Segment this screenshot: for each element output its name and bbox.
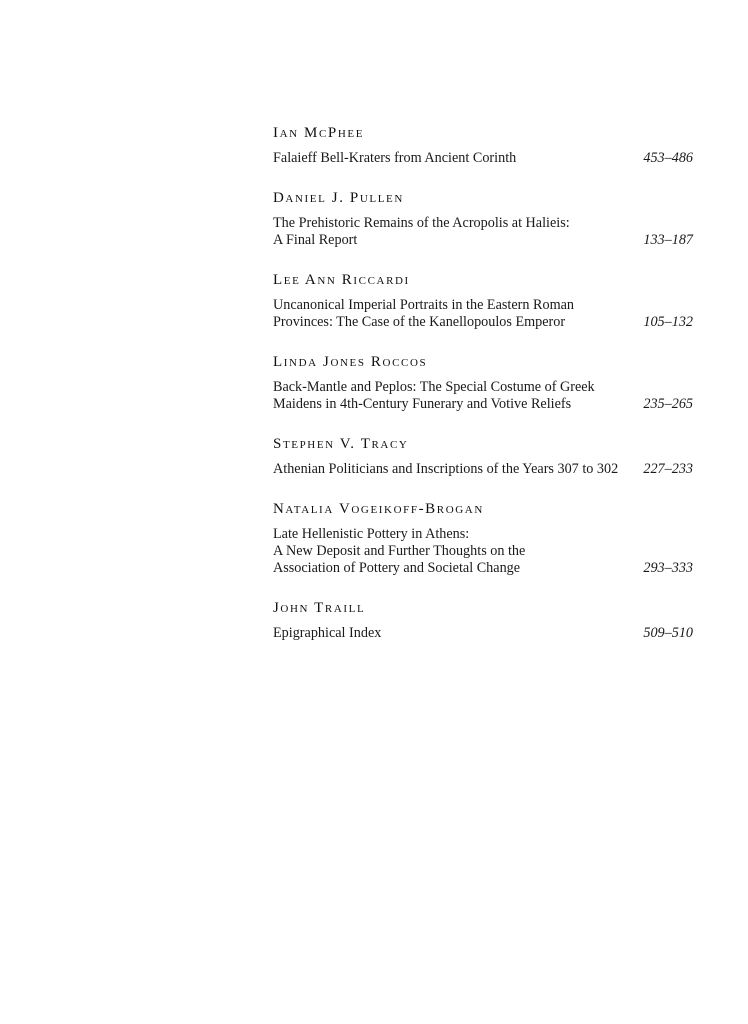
article-title-line: Maidens in 4th-Century Funerary and Votive Reliefs	[273, 396, 572, 412]
article-title	[273, 461, 633, 478]
contents-entry-pullen	[273, 189, 693, 249]
article-title-line: Provinces: The Case of the Kanellopoulos Emperor	[273, 314, 566, 330]
article-title	[273, 215, 633, 249]
article-title-line: A Final Report	[273, 232, 358, 248]
article-row	[273, 526, 693, 577]
page-range: 133–187	[643, 232, 693, 248]
article-title	[273, 625, 633, 642]
article-title-line: Epigraphical Index	[273, 625, 382, 641]
article-row	[273, 215, 693, 249]
contents-entry-roccos	[273, 353, 693, 413]
author-name: Linda Jones Roccos	[273, 354, 428, 370]
author-name: John Traill	[273, 600, 366, 616]
article-row	[273, 297, 693, 331]
article-title-line: The Prehistoric Remains of the Acropolis at Halieis:	[273, 215, 570, 231]
article-title-line: Uncanonical Imperial Portraits in the Eastern Roman	[273, 297, 574, 313]
page-range: 293–333	[643, 560, 693, 576]
page-range: 509–510	[643, 625, 693, 641]
page-range: 235–265	[643, 396, 693, 412]
article-title-line: Late Hellenistic Pottery in Athens:	[273, 526, 470, 542]
author-name: Daniel J. Pullen	[273, 190, 404, 206]
author-name: Natalia Vogeikoff-Brogan	[273, 501, 484, 517]
article-title	[273, 526, 633, 577]
article-row	[273, 461, 693, 478]
article-title-line: Association of Pottery and Societal Change	[273, 560, 521, 576]
contents-list	[273, 124, 693, 664]
author-name: Stephen V. Tracy	[273, 436, 409, 452]
article-title-line: A New Deposit and Further Thoughts on the	[273, 543, 526, 559]
contents-entry-traill	[273, 599, 693, 642]
contents-entry-tracy	[273, 435, 693, 478]
page-range: 227–233	[643, 461, 693, 477]
article-row	[273, 625, 693, 642]
article-title-line: Falaieff Bell-Kraters from Ancient Corinth	[273, 150, 517, 166]
article-title	[273, 379, 633, 413]
article-title	[273, 297, 633, 331]
author-name: Lee Ann Riccardi	[273, 272, 410, 288]
article-title-line: Back-Mantle and Peplos: The Special Costume of Greek	[273, 379, 595, 395]
page-range: 453–486	[643, 150, 693, 166]
article-title-line: Athenian Politicians and Inscriptions of the Years 307 to 302	[273, 461, 619, 477]
article-title	[273, 150, 633, 167]
page-range: 105–132	[643, 314, 693, 330]
contents-entry-vogeikoff-brogan	[273, 500, 693, 577]
contents-entry-riccardi	[273, 271, 693, 331]
article-row	[273, 150, 693, 167]
article-row	[273, 379, 693, 413]
contents-entry-mcphee	[273, 124, 693, 167]
author-name: Ian McPhee	[273, 125, 365, 141]
